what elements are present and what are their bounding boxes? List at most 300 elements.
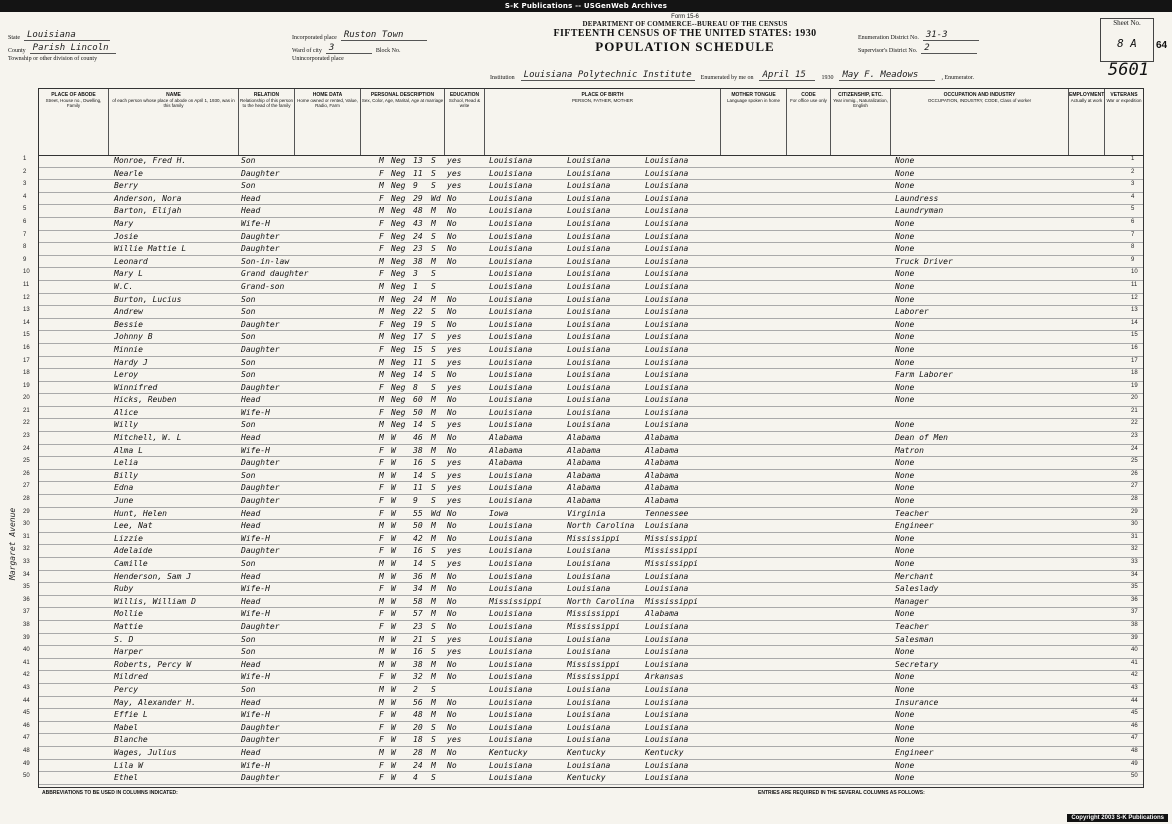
- cell-father: Louisiana: [567, 634, 611, 644]
- cell-birth: Louisiana: [489, 672, 533, 682]
- county-value: Parish Lincoln: [30, 43, 116, 54]
- table-row: [23, 671, 1143, 684]
- cell-sex: M: [379, 357, 384, 367]
- cell-birth: Louisiana: [489, 244, 533, 254]
- cell-color: W: [391, 621, 396, 631]
- line-number: 34: [23, 571, 30, 578]
- line-number: 11: [23, 281, 30, 288]
- line-number-right: 10: [1131, 269, 1138, 276]
- cell-school: No: [447, 747, 457, 757]
- cell-school: No: [447, 621, 457, 631]
- cell-mother: Louisiana: [645, 256, 689, 266]
- institution-row: [490, 70, 1050, 81]
- cell-father: Louisiana: [567, 710, 611, 720]
- cell-name: Minnie: [114, 344, 143, 354]
- cell-mother: Louisiana: [645, 294, 689, 304]
- line-number-right: 47: [1131, 735, 1138, 742]
- cell-name: Roberts, Percy W: [114, 659, 192, 669]
- cell-mother: Alabama: [645, 483, 679, 493]
- cell-age: 50: [413, 521, 423, 531]
- cell-rel: Son: [241, 294, 256, 304]
- cell-father: Alabama: [567, 470, 601, 480]
- cell-color: W: [391, 458, 396, 468]
- line-number: 27: [23, 483, 30, 490]
- cell-mar: S: [431, 559, 436, 568]
- cell-father: Louisiana: [567, 193, 611, 203]
- cell-mother: Mississippi: [645, 559, 698, 568]
- table-row: [23, 268, 1143, 281]
- cell-mar: S: [431, 634, 436, 644]
- table-row: [23, 659, 1143, 672]
- cell-name: Adelaide: [114, 546, 153, 556]
- cell-sex: F: [379, 458, 384, 468]
- line-number-right: 13: [1131, 307, 1138, 314]
- table-row: [23, 608, 1143, 621]
- cell-name: S. D: [114, 634, 134, 644]
- line-number: 44: [23, 697, 30, 704]
- cell-mar: S: [431, 382, 436, 392]
- cell-school: yes: [447, 458, 462, 468]
- line-number-right: 28: [1131, 496, 1138, 503]
- line-number: 36: [23, 596, 30, 603]
- cell-occ: Dean of Men: [895, 433, 948, 443]
- cell-name: Hicks, Reuben: [114, 395, 177, 405]
- cell-color: Neg: [391, 407, 406, 417]
- cell-mother: Alabama: [645, 433, 679, 443]
- cell-mother: Louisiana: [645, 181, 689, 191]
- cell-mother: Louisiana: [645, 710, 689, 720]
- cell-mother: Tennessee: [645, 508, 689, 518]
- cell-name: Edna: [114, 483, 134, 493]
- enumerated-date: April 15: [759, 70, 815, 81]
- line-number: 24: [23, 445, 30, 452]
- cell-name: Lizzie: [114, 533, 143, 543]
- cell-sex: M: [379, 294, 384, 304]
- table-row: [23, 281, 1143, 294]
- cell-birth: Louisiana: [489, 181, 533, 191]
- col-home-data: HOME DATA Home owned or rented, Value, Radio, Farm: [295, 89, 361, 155]
- line-number: 18: [23, 370, 30, 377]
- cell-school: No: [447, 395, 457, 405]
- cell-birth: Louisiana: [489, 206, 533, 216]
- cell-birth: Louisiana: [489, 659, 533, 669]
- line-number: 1: [23, 156, 27, 162]
- cell-father: Louisiana: [567, 647, 611, 657]
- cell-rel: Head: [241, 596, 261, 606]
- cell-school: No: [447, 722, 457, 732]
- line-number-right: 46: [1131, 722, 1138, 729]
- cell-school: yes: [447, 382, 462, 392]
- cell-color: W: [391, 697, 396, 707]
- cell-occ: Manager: [895, 596, 929, 606]
- cell-school: No: [447, 307, 457, 317]
- cell-age: 48: [413, 206, 423, 216]
- cell-sex: F: [379, 508, 384, 518]
- cell-occ: None: [895, 218, 915, 228]
- cell-name: Andrew: [114, 307, 143, 317]
- line-number-right: 8: [1131, 244, 1135, 251]
- cell-mother: Mississippi: [645, 596, 698, 606]
- cell-mother: Louisiana: [645, 659, 689, 669]
- cell-mother: Louisiana: [645, 281, 689, 291]
- line-number: 15: [23, 332, 30, 339]
- cell-color: Neg: [391, 370, 406, 380]
- line-number-right: 11: [1131, 281, 1138, 288]
- cell-sex: F: [379, 584, 384, 594]
- cell-rel: Wife-H: [241, 760, 270, 770]
- cell-occ: None: [895, 647, 915, 657]
- cell-father: Kentucky: [567, 747, 606, 757]
- cell-mother: Louisiana: [645, 722, 689, 732]
- cell-color: W: [391, 634, 396, 644]
- cell-mother: Louisiana: [645, 332, 689, 342]
- cell-occ: None: [895, 458, 915, 468]
- table-row: [23, 520, 1143, 533]
- cell-sex: M: [379, 559, 384, 568]
- cell-name: Josie: [114, 231, 139, 241]
- cell-occ: None: [895, 672, 915, 682]
- cell-mar: S: [431, 281, 436, 291]
- cell-rel: Daughter: [241, 244, 280, 254]
- line-number-right: 22: [1131, 420, 1138, 427]
- cell-age: 4: [413, 773, 418, 783]
- cell-mother: Louisiana: [645, 206, 689, 216]
- cell-rel: Son: [241, 420, 256, 430]
- cell-mother: Louisiana: [645, 684, 689, 694]
- cell-birth: Louisiana: [489, 584, 533, 594]
- cell-sex: F: [379, 735, 384, 745]
- cell-name: Hardy J: [114, 357, 148, 367]
- cell-name: Alice: [114, 407, 139, 417]
- cell-birth: Louisiana: [489, 760, 533, 770]
- cell-name: Mitchell, W. L: [114, 433, 182, 443]
- county-row: [8, 43, 268, 54]
- cell-birth: Alabama: [489, 445, 523, 455]
- cell-mar: M: [431, 747, 436, 757]
- cell-name: Wages, Julius: [114, 747, 177, 757]
- cell-school: No: [447, 596, 457, 606]
- cell-mar: S: [431, 344, 436, 354]
- line-number-right: 45: [1131, 710, 1138, 717]
- cell-school: No: [447, 609, 457, 619]
- ward-label: Ward of city: [292, 48, 322, 54]
- cell-school: yes: [447, 168, 462, 178]
- cell-sex: F: [379, 168, 384, 178]
- cell-mar: M: [431, 256, 436, 266]
- cell-rel: Wife-H: [241, 533, 270, 543]
- township-label: Township or other division of county: [8, 56, 98, 62]
- cell-sex: M: [379, 332, 384, 342]
- ward-row: [292, 43, 532, 54]
- cell-father: Louisiana: [567, 307, 611, 317]
- cell-mar: M: [431, 206, 436, 216]
- cell-color: W: [391, 470, 396, 480]
- cell-name: Willie Mattie L: [114, 244, 187, 254]
- cell-mar: S: [431, 319, 436, 329]
- cell-mother: Louisiana: [645, 647, 689, 657]
- incorporated-value: Ruston Town: [341, 30, 427, 41]
- line-number-right: 43: [1131, 684, 1138, 691]
- cell-occ: None: [895, 546, 915, 556]
- cell-color: W: [391, 571, 396, 581]
- table-row: [23, 445, 1143, 458]
- cell-sex: M: [379, 395, 384, 405]
- cell-father: Mississippi: [567, 659, 620, 669]
- cell-school: No: [447, 193, 457, 203]
- cell-mar: M: [431, 596, 436, 606]
- cell-sex: M: [379, 420, 384, 430]
- cell-school: No: [447, 697, 457, 707]
- line-number: 12: [23, 294, 30, 301]
- cell-occ: None: [895, 382, 915, 392]
- cell-mar: S: [431, 684, 436, 694]
- cell-mar: M: [431, 584, 436, 594]
- cell-color: Neg: [391, 307, 406, 317]
- cell-color: Neg: [391, 244, 406, 254]
- cell-color: W: [391, 483, 396, 493]
- cell-color: Neg: [391, 156, 406, 165]
- cell-school: yes: [447, 647, 462, 657]
- copyright-footer: Copyright 2003 S-K Publications: [1067, 814, 1168, 822]
- cell-age: 19: [413, 319, 423, 329]
- institution-label: Institution: [490, 75, 515, 81]
- abbreviations-heading: ABBREVIATIONS TO BE USED IN COLUMNS INDICATED:: [42, 790, 178, 796]
- cell-father: Louisiana: [567, 559, 611, 568]
- cell-color: Neg: [391, 256, 406, 266]
- line-number: 42: [23, 672, 30, 679]
- cell-rel: Head: [241, 395, 261, 405]
- cell-birth: Louisiana: [489, 735, 533, 745]
- cell-sex: F: [379, 445, 384, 455]
- cell-father: Mississippi: [567, 609, 620, 619]
- cell-father: Louisiana: [567, 206, 611, 216]
- cell-age: 14: [413, 420, 423, 430]
- table-row: [23, 470, 1143, 483]
- line-number: 9: [23, 256, 27, 263]
- institution-value: Louisiana Polytechnic Institute: [521, 70, 695, 81]
- line-number: 25: [23, 458, 30, 465]
- cell-age: 24: [413, 760, 423, 770]
- cell-age: 50: [413, 407, 423, 417]
- cell-rel: Wife-H: [241, 445, 270, 455]
- table-row: [23, 205, 1143, 218]
- cell-school: No: [447, 584, 457, 594]
- cell-sex: M: [379, 256, 384, 266]
- cell-sex: F: [379, 407, 384, 417]
- sheet-value: 8 A: [1117, 37, 1137, 50]
- cell-school: No: [447, 445, 457, 455]
- col-relation: RELATION Relationship of this person to the head of the family: [239, 89, 295, 155]
- cell-school: yes: [447, 735, 462, 745]
- cell-school: No: [447, 533, 457, 543]
- line-number: 38: [23, 621, 30, 628]
- cell-school: No: [447, 206, 457, 216]
- cell-color: Neg: [391, 382, 406, 392]
- cell-mar: M: [431, 697, 436, 707]
- line-number: 37: [23, 609, 30, 616]
- cell-name: Billy: [114, 470, 139, 480]
- supervisor-row: [858, 43, 1098, 54]
- cell-school: No: [447, 710, 457, 720]
- cell-occ: Insurance: [895, 697, 939, 707]
- cell-age: 9: [413, 181, 418, 191]
- cell-mar: M: [431, 445, 436, 455]
- cell-birth: Louisiana: [489, 621, 533, 631]
- cell-name: May, Alexander H.: [114, 697, 196, 707]
- cell-color: Neg: [391, 344, 406, 354]
- cell-sex: F: [379, 244, 384, 254]
- cell-mar: M: [431, 710, 436, 720]
- cell-father: Louisiana: [567, 281, 611, 291]
- cell-father: Louisiana: [567, 382, 611, 392]
- cell-mar: S: [431, 458, 436, 468]
- cell-school: No: [447, 218, 457, 228]
- line-number: 14: [23, 319, 30, 326]
- cell-occ: None: [895, 483, 915, 493]
- cell-sex: M: [379, 470, 384, 480]
- cell-name: Nearle: [114, 168, 143, 178]
- cell-name: Leonard: [114, 256, 148, 266]
- cell-name: Hunt, Helen: [114, 508, 167, 518]
- cell-birth: Louisiana: [489, 634, 533, 644]
- line-number: 50: [23, 773, 30, 780]
- cell-color: Neg: [391, 395, 406, 405]
- cell-sex: M: [379, 521, 384, 531]
- cell-sex: F: [379, 609, 384, 619]
- cell-occ: None: [895, 332, 915, 342]
- table-row: [23, 319, 1143, 332]
- line-number-right: 32: [1131, 546, 1138, 553]
- line-number: 35: [23, 584, 30, 591]
- cell-occ: Laborer: [895, 307, 929, 317]
- cell-age: 56: [413, 697, 423, 707]
- cell-mar: M: [431, 609, 436, 619]
- line-number-right: 38: [1131, 621, 1138, 628]
- cell-rel: Head: [241, 747, 261, 757]
- cell-rel: Son: [241, 634, 256, 644]
- cell-name: Mattie: [114, 621, 143, 631]
- cell-age: 60: [413, 395, 423, 405]
- cell-occ: Farm Laborer: [895, 370, 953, 380]
- cell-rel: Son: [241, 559, 256, 568]
- cell-father: Louisiana: [567, 181, 611, 191]
- unincorporated-row: [292, 56, 532, 62]
- form-number: Form 15-6: [671, 14, 699, 20]
- cell-age: 9: [413, 496, 418, 506]
- cell-birth: Louisiana: [489, 344, 533, 354]
- cell-sex: M: [379, 596, 384, 606]
- cell-father: Louisiana: [567, 168, 611, 178]
- cell-father: Louisiana: [567, 357, 611, 367]
- table-row: [23, 634, 1143, 647]
- cell-mar: M: [431, 395, 436, 405]
- cell-mar: S: [431, 483, 436, 493]
- cell-rel: Wife-H: [241, 407, 270, 417]
- cell-mar: M: [431, 672, 436, 682]
- table-row: [23, 357, 1143, 370]
- cell-rel: Son: [241, 647, 256, 657]
- line-number-right: 39: [1131, 634, 1138, 641]
- cell-rel: Daughter: [241, 735, 280, 745]
- cell-color: Neg: [391, 269, 406, 279]
- cell-occ: Truck Driver: [895, 256, 953, 266]
- line-number-right: 4: [1131, 193, 1135, 200]
- cell-school: No: [447, 659, 457, 669]
- cell-birth: Louisiana: [489, 773, 533, 783]
- column-header-row: [39, 89, 1143, 156]
- cell-father: Louisiana: [567, 684, 611, 694]
- cell-school: No: [447, 760, 457, 770]
- line-number: 23: [23, 433, 30, 440]
- cell-school: No: [447, 407, 457, 417]
- cell-father: Alabama: [567, 496, 601, 506]
- line-number: 47: [23, 735, 30, 742]
- table-row: [23, 596, 1143, 609]
- cell-age: 16: [413, 647, 423, 657]
- line-number-right: 29: [1131, 508, 1138, 515]
- cell-name: Barton, Elijah: [114, 206, 182, 216]
- cell-color: W: [391, 596, 396, 606]
- cell-birth: Louisiana: [489, 470, 533, 480]
- cell-birth: Louisiana: [489, 168, 533, 178]
- entries-heading: ENTRIES ARE REQUIRED IN THE SEVERAL COLUMNS AS FOLLOWS:: [758, 790, 925, 796]
- line-number: 43: [23, 684, 30, 691]
- cell-birth: Louisiana: [489, 193, 533, 203]
- cell-rel: Daughter: [241, 344, 280, 354]
- line-number-right: 34: [1131, 571, 1138, 578]
- cell-birth: Louisiana: [489, 332, 533, 342]
- line-number-right: 14: [1131, 319, 1138, 326]
- cell-birth: Louisiana: [489, 521, 533, 531]
- table-row: [23, 306, 1143, 319]
- col-name: NAME of each person whose place of abode on April 1, 1930, was in this family: [109, 89, 239, 155]
- cell-mar: S: [431, 546, 436, 556]
- cell-sex: M: [379, 634, 384, 644]
- cell-mar: S: [431, 773, 436, 783]
- cell-father: Louisiana: [567, 156, 611, 165]
- cell-father: Louisiana: [567, 407, 611, 417]
- cell-age: 16: [413, 458, 423, 468]
- cell-birth: Louisiana: [489, 407, 533, 417]
- cell-birth: Louisiana: [489, 294, 533, 304]
- cell-rel: Son: [241, 181, 256, 191]
- cell-father: Louisiana: [567, 244, 611, 254]
- line-number-right: 23: [1131, 433, 1138, 440]
- cell-rel: Daughter: [241, 773, 280, 783]
- cell-name: Camille: [114, 559, 148, 568]
- line-number-right: 44: [1131, 697, 1138, 704]
- table-row: [23, 382, 1143, 395]
- table-row: [23, 256, 1143, 269]
- table-row: [23, 231, 1143, 244]
- cell-rel: Son: [241, 684, 256, 694]
- cell-sex: F: [379, 231, 384, 241]
- cell-rel: Wife-H: [241, 710, 270, 720]
- table-row: [23, 294, 1143, 307]
- cell-name: Blanche: [114, 735, 148, 745]
- cell-mother: Louisiana: [645, 382, 689, 392]
- cell-mother: Alabama: [645, 445, 679, 455]
- cell-birth: Louisiana: [489, 722, 533, 732]
- cell-father: Louisiana: [567, 697, 611, 707]
- cell-mother: Kentucky: [645, 747, 684, 757]
- line-number-right: 35: [1131, 584, 1138, 591]
- cell-age: 29: [413, 193, 423, 203]
- line-number-right: 16: [1131, 344, 1138, 351]
- cell-mother: Louisiana: [645, 395, 689, 405]
- cell-occ: None: [895, 609, 915, 619]
- cell-birth: Louisiana: [489, 231, 533, 241]
